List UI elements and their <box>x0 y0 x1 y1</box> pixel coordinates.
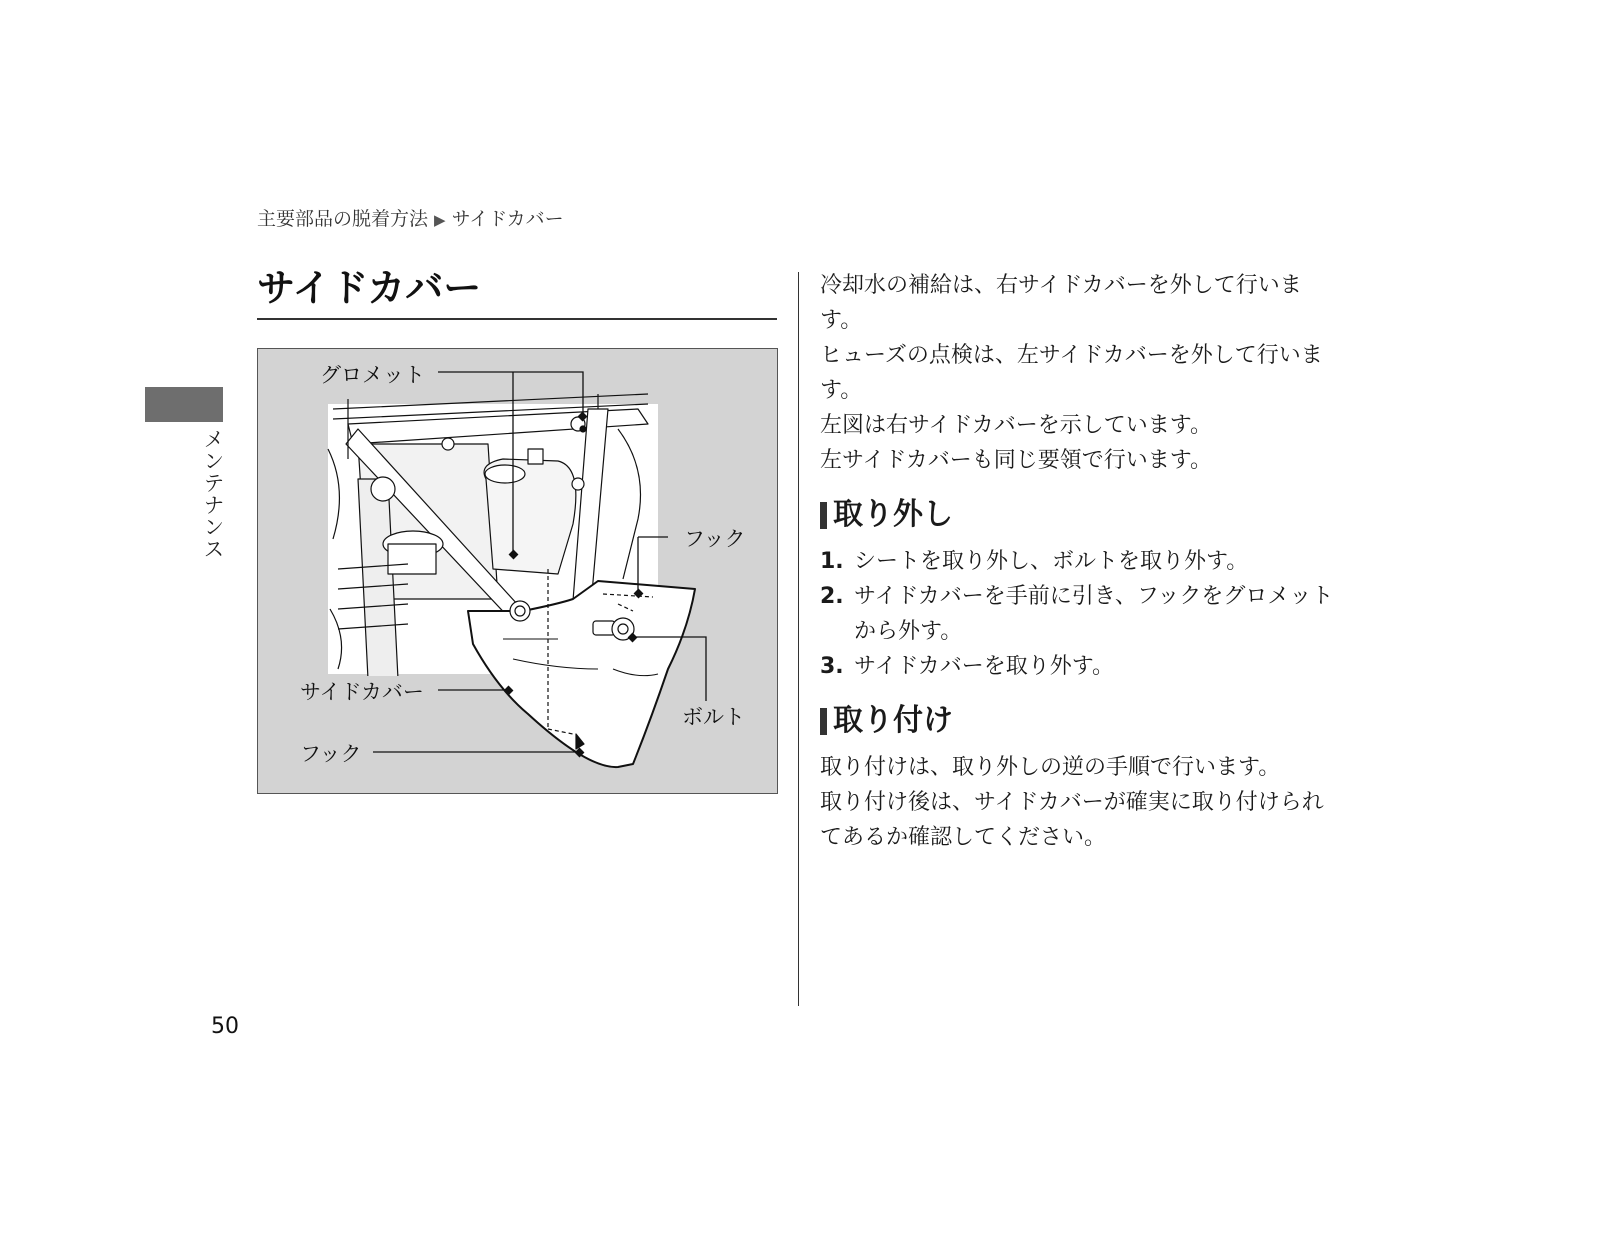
label-hook-lower: フック <box>298 738 364 768</box>
breadcrumb-parent[interactable]: 主要部品の脱着方法 <box>257 208 429 230</box>
intro-paragraph: 左サイドカバーも同じ要領で行います。 <box>820 448 1213 473</box>
section-tab-marker <box>145 387 223 422</box>
section-tab-label: メンテナンス <box>201 428 225 560</box>
heading-bar <box>820 502 827 529</box>
page-title: サイドカバー <box>257 262 777 320</box>
right-column <box>820 268 1340 855</box>
intro-paragraph: 冷却水の補給は、右サイドカバーを外して行います。 <box>820 273 1302 333</box>
step-item <box>820 544 1340 579</box>
breadcrumb-separator-icon: ▶ <box>434 211 446 229</box>
heading-bar <box>820 708 827 735</box>
label-bolt: ボルト <box>680 701 747 731</box>
install-heading <box>820 700 1340 742</box>
column-divider <box>798 272 799 1006</box>
side-cover-illustration <box>257 348 778 794</box>
install-heading-text: 取り付け <box>833 703 953 738</box>
intro-paragraph: ヒューズの点検は、左サイドカバーを外して行います。 <box>820 343 1323 403</box>
install-paragraph: 取り付け後は、サイドカバーが確実に取り付けられてあるか確認してください。 <box>820 790 1324 850</box>
removal-heading-text: 取り外し <box>833 497 953 532</box>
removal-heading <box>820 494 1340 536</box>
page-number: 50 <box>211 1014 239 1039</box>
step-item <box>820 649 1340 684</box>
intro-paragraph: 左図は右サイドカバーを示しています。 <box>820 413 1213 438</box>
step-text: シートを取り外し、ボルトを取り外す。 <box>854 549 1249 574</box>
breadcrumb-current: サイドカバー <box>451 208 564 230</box>
label-side-cover: サイドカバー <box>298 676 426 706</box>
install-paragraph: 取り付けは、取り外しの逆の手順で行います。 <box>820 755 1281 780</box>
step-item <box>820 579 1340 649</box>
breadcrumb <box>257 204 564 231</box>
label-hook-upper: フック <box>682 523 748 553</box>
step-number: 3. <box>820 654 844 679</box>
label-grommet: グロメット <box>318 359 427 389</box>
step-text: サイドカバーを手前に引き、フックをグロメットから外す。 <box>854 584 1334 644</box>
step-text: サイドカバーを取り外す。 <box>854 654 1115 679</box>
step-number: 1. <box>820 549 844 574</box>
step-number: 2. <box>820 584 844 609</box>
removal-steps <box>820 544 1340 684</box>
